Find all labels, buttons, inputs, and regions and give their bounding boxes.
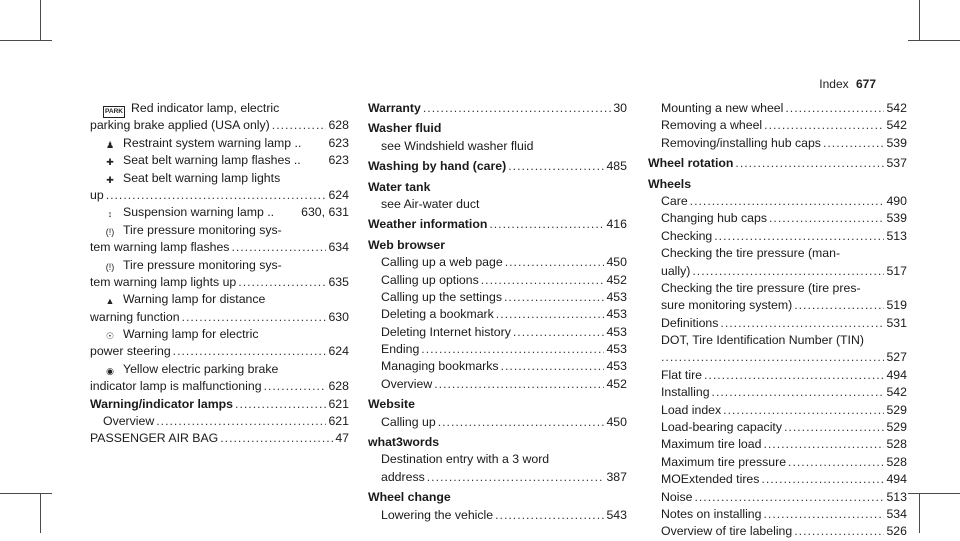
index-entry: ◉ Yellow electric parking brake: [90, 361, 349, 378]
index-heading: Website: [368, 397, 415, 412]
suspension-icon: ↕: [107, 209, 113, 220]
index-entry: ♟ Restraint system warning lamp .. 623: [90, 135, 349, 152]
index-entry: Definitions ..... 531: [648, 315, 907, 332]
index-entry: (!) Tire pressure monitoring sys-: [90, 222, 349, 239]
crop-mark: [40, 493, 41, 533]
index-entry: address ..... 387: [368, 469, 627, 486]
index-heading: Washing by hand (care) ..... 485: [368, 158, 627, 175]
index-entry: ✚ Seat belt warning lamp flashes .. 623: [90, 152, 349, 169]
restraint-system-icon: ♟: [105, 139, 115, 150]
index-entry: tem warning lamp flashes ..... 634: [90, 239, 349, 256]
index-entry: Calling up the settings ..... 453: [368, 289, 627, 306]
index-entry: Removing a wheel ..... 542: [648, 117, 907, 134]
index-entry: Changing hub caps ..... 539: [648, 210, 907, 227]
index-entry: sure monitoring system) ..... 519: [648, 297, 907, 314]
seat-belt-icon: ✚: [106, 174, 114, 185]
index-entry: Load-bearing capacity ..... 529: [648, 419, 907, 436]
index-entry: Calling up ..... 450: [368, 414, 627, 431]
index-entry: Managing bookmarks ..... 453: [368, 358, 627, 375]
index-heading: Water tank: [368, 179, 431, 194]
index-entry: Destination entry with a 3 word: [381, 452, 550, 467]
index-heading: Wheels: [648, 176, 692, 191]
page-number: 677: [855, 77, 876, 91]
index-heading: Warranty ..... 30: [368, 100, 627, 117]
page-header: [819, 76, 876, 93]
index-entry: ☉ Warning lamp for electric: [90, 326, 349, 343]
index-entry: ✚ Seat belt warning lamp lights: [90, 170, 349, 187]
parking-brake-icon: ◉: [106, 365, 114, 376]
index-entry: ually) ..... 517: [648, 263, 907, 280]
tire-pressure-icon: (!): [105, 261, 115, 272]
index-entry: Maximum tire pressure ..... 528: [648, 454, 907, 471]
index-entry: Calling up options ..... 452: [368, 272, 627, 289]
index-heading: Weather information ..... 416: [368, 216, 627, 233]
index-entry: Flat tire ..... 494: [648, 367, 907, 384]
index-heading: Wheel rotation ..... 537: [648, 155, 907, 172]
index-entry: ▲ Warning lamp for distance: [90, 291, 349, 308]
index-column-1: [90, 100, 349, 448]
crop-mark: [908, 493, 960, 494]
index-entry: warning function ..... 630: [90, 309, 349, 326]
index-entry: Installing ..... 542: [648, 384, 907, 401]
index-entry: Load index ..... 529: [648, 402, 907, 419]
index-entry: Checking the tire pressure (tire pres-: [661, 280, 861, 295]
crop-mark: [919, 0, 920, 40]
index-entry: PARK Red indicator lamp, electric: [90, 100, 349, 117]
index-entry: tem warning lamp lights up ..... 635: [90, 274, 349, 291]
index-entry: Checking ..... 513: [648, 228, 907, 245]
index-entry: Deleting a bookmark ..... 453: [368, 306, 627, 323]
index-entry: Calling up a web page ..... 450: [368, 254, 627, 271]
index-entry: see Air-water duct: [381, 196, 480, 211]
index-column-3: [648, 100, 907, 541]
index-entry: ..... 527: [648, 349, 907, 366]
distance-warning-icon: ▲: [105, 296, 115, 307]
index-entry: Maximum tire load ..... 528: [648, 436, 907, 453]
index-entry: up ..... 624: [90, 187, 349, 204]
park-icon: PARK: [103, 106, 125, 118]
index-entry: ↕ Suspension warning lamp .. 630, 631: [90, 204, 349, 221]
index-entry: Overview ..... 621: [90, 413, 349, 430]
index-entry: (!) Tire pressure monitoring sys-: [90, 257, 349, 274]
index-entry: MOExtended tires ..... 494: [648, 471, 907, 488]
index-entry: Checking the tire pressure (man-: [661, 246, 841, 261]
index-heading: what3words: [368, 435, 440, 450]
index-entry: power steering ..... 624: [90, 343, 349, 360]
electric-steering-icon: ☉: [105, 331, 115, 342]
index-entry: parking brake applied (USA only) ..... 628: [90, 117, 349, 134]
index-entry: Noise ..... 513: [648, 489, 907, 506]
index-entry: DOT, Tire Identification Number (TIN): [661, 333, 864, 348]
header-label: Index: [819, 77, 849, 91]
crop-mark: [0, 493, 52, 494]
index-heading: Web browser: [368, 237, 445, 252]
index-entry: Overview of tire labeling ..... 526: [648, 523, 907, 540]
index-entry: Deleting Internet history ..... 453: [368, 324, 627, 341]
index-column-2: [368, 100, 627, 524]
crop-mark: [908, 40, 960, 41]
index-heading: Washer fluid: [368, 121, 442, 136]
index-heading: Wheel change: [368, 490, 451, 505]
index-entry: Removing/installing hub caps ..... 539: [648, 135, 907, 152]
index-entry: Mounting a new wheel ..... 542: [648, 100, 907, 117]
index-entry: indicator lamp is malfunctioning ..... 628: [90, 378, 349, 395]
index-heading: Warning/indicator lamps ..... 621: [90, 396, 349, 413]
tire-pressure-icon: (!): [105, 226, 115, 237]
crop-mark: [40, 0, 41, 40]
index-entry: Overview ..... 452: [368, 376, 627, 393]
index-entry: Care ..... 490: [648, 193, 907, 210]
index-entry: see Windshield washer fluid: [381, 138, 534, 153]
index-entry: Ending ..... 453: [368, 341, 627, 358]
index-entry: PASSENGER AIR BAG ..... 47: [90, 430, 349, 447]
crop-mark: [919, 493, 920, 533]
index-entry: Lowering the vehicle ..... 543: [368, 507, 627, 524]
index-entry: Notes on installing ..... 534: [648, 506, 907, 523]
seat-belt-icon: ✚: [106, 157, 114, 168]
crop-mark: [0, 40, 52, 41]
